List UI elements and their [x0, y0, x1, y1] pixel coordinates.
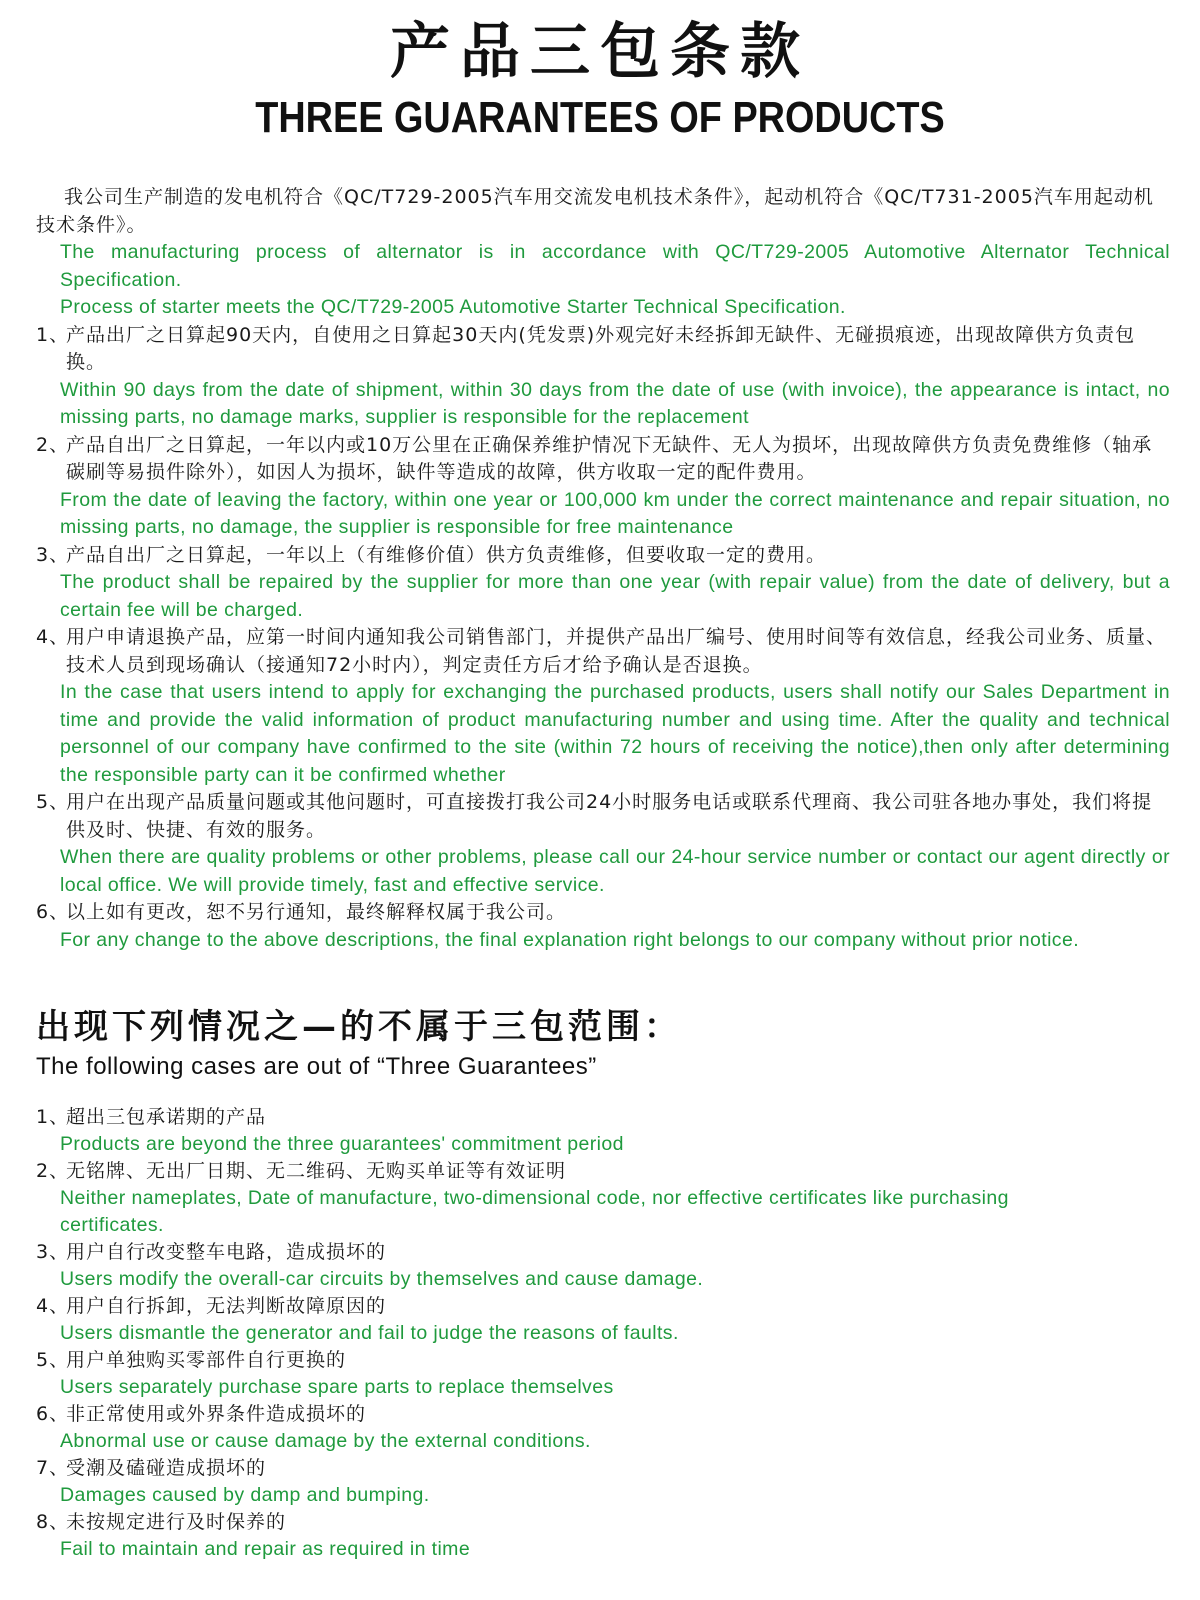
exclusion-number: 4、: [36, 1295, 70, 1317]
exclusion-number: 8、: [36, 1511, 70, 1533]
clause-en: Within 90 days from the date of shipment, within 30 days from the date of use (with invoice), the appearance is intact, no missing parts, no damage marks, supplier is responsible for the replacement: [60, 378, 1170, 428]
intro-cn: 我公司生产制造的发电机符合《QC/T729-2005汽车用交流发电机技术条件》，起动机符合《QC/T731-2005汽车用起动机技术条件》。: [36, 186, 1154, 236]
clause-number: 3、: [36, 543, 70, 566]
clause-cn: 用户申请退换产品，应第一时间内通知我公司销售部门，并提供产品出厂编号、使用时间等有效信息，经我公司业务、质量、技术人员到现场确认（接通知72小时内），判定责任方后才给予确认是否退换。: [66, 626, 1167, 676]
exclusion-en: Abnormal use or cause damage by the external conditions.: [60, 1430, 591, 1452]
clause-number: 5、: [36, 791, 70, 813]
exclusion-cn: 未按规定进行及时保养的: [66, 1511, 287, 1533]
clause-number: 6、: [36, 901, 70, 923]
exclusion-cn: 非正常使用或外界条件造成损坏的: [66, 1403, 367, 1425]
exclusion-item: [36, 1401, 1170, 1455]
exclusion-item: [36, 1239, 1170, 1293]
clause-en: From the date of leaving the factory, within one year or 100,000 km under the correct maintenance and repair situation, no missing parts, no damage, the supplier is responsible for free maintenance: [60, 488, 1170, 538]
clause-item: [36, 322, 1170, 432]
exclusion-en: Users dismantle the generator and fail to judge the reasons of faults.: [60, 1322, 679, 1344]
intro-en-alternator: The manufacturing process of alternator is in accordance with QC/T729-2005 Automotive Alternator Technical Specification.: [60, 241, 1170, 291]
exclusion-en: Neither nameplates, Date of manufacture, two-dimensional code, nor effective certificates like purchasing certificates.: [60, 1187, 1009, 1236]
clause-item: [36, 624, 1170, 789]
page-title-en: THREE GUARANTEES OF PRODUCTS: [255, 93, 945, 142]
exclusion-item: [36, 1104, 1170, 1158]
exclusions-title-cn: 出现下列情况之—的不属于三包范围：: [36, 1007, 682, 1047]
exclusion-cn: 无铭牌、无出厂日期、无二维码、无购买单证等有效证明: [66, 1160, 567, 1182]
exclusion-cn: 受潮及磕碰造成损坏的: [66, 1457, 267, 1479]
exclusion-list: [36, 1104, 1170, 1563]
exclusion-number: 3、: [36, 1241, 70, 1263]
clause-cn: 产品自出厂之日算起，一年以内或10万公里在正确保养维护情况下无缺件、无人为损坏，出现故障供方负责免费维修（轴承碳刷等易损件除外），如因人为损坏，缺件等造成的故障，供方收取一定的配件费用。: [66, 433, 1153, 483]
exclusion-cn: 用户单独购买零部件自行更换的: [66, 1349, 347, 1371]
exclusion-cn: 用户自行改变整车电路，造成损坏的: [66, 1241, 387, 1263]
exclusion-item: [36, 1509, 1170, 1563]
exclusion-en: Fail to maintain and repair as required in time: [60, 1538, 471, 1560]
exclusion-number: 1、: [36, 1106, 70, 1128]
exclusion-en: Damages caused by damp and bumping.: [60, 1484, 430, 1506]
exclusion-number: 5、: [36, 1349, 70, 1371]
clause-item: [36, 432, 1170, 542]
clause-item: [36, 542, 1170, 625]
exclusion-en: Users modify the overall-car circuits by themselves and cause damage.: [60, 1268, 704, 1290]
clause-cn: 产品自出厂之日算起，一年以上（有维修价值）供方负责维修，但要收取一定的费用。: [66, 543, 827, 566]
exclusions-section: [36, 1004, 1170, 1563]
clause-en: For any change to the above descriptions, the final explanation right belongs to our company without prior notice.: [60, 928, 1080, 951]
clause-number: 2、: [36, 433, 70, 456]
clause-item: [36, 899, 1170, 954]
exclusions-title-en: The following cases are out of “Three Guarantees”: [36, 1053, 597, 1080]
exclusion-item: [36, 1455, 1170, 1509]
clause-en: When there are quality problems or other problems, please call our 24-hour service number or contact our agent directly or local office. We will provide timely, fast and effective service.: [60, 846, 1170, 896]
clause-list: [36, 322, 1170, 955]
guarantee-terms-section: [36, 184, 1170, 954]
exclusion-cn: 用户自行拆卸，无法判断故障原因的: [66, 1295, 387, 1317]
intro-en-starter: Process of starter meets the QC/T729-2005 Automotive Starter Technical Specification.: [60, 296, 846, 318]
clause-item: [36, 789, 1170, 899]
exclusion-number: 2、: [36, 1160, 70, 1182]
exclusion-item: [36, 1293, 1170, 1347]
exclusion-item: [36, 1347, 1170, 1401]
clause-en: The product shall be repaired by the supplier for more than one year (with repair value) from the date of delivery, but a certain fee will be charged.: [60, 571, 1170, 621]
exclusion-number: 6、: [36, 1403, 70, 1425]
exclusion-en: Products are beyond the three guarantees' commitment period: [60, 1133, 624, 1155]
clause-number: 4、: [36, 626, 70, 648]
clause-en: In the case that users intend to apply for exchanging the purchased products, users shall notify our Sales Department in time and provide the valid information of product manufacturing number and using time. After the quality and technical personnel of our company have confirmed to the site (within 72 hours of receiving the notice),then only after determining the responsible party can it be confirmed whether: [60, 681, 1170, 786]
exclusion-number: 7、: [36, 1457, 70, 1479]
exclusion-item: [36, 1158, 1170, 1239]
clause-number: 1、: [36, 323, 70, 346]
page-title-cn: 产品三包条款: [390, 17, 810, 87]
clause-cn: 用户在出现产品质量问题或其他问题时，可直接拨打我公司24小时服务电话或联系代理商、我公司驻各地办事处，我们将提供及时、快捷、有效的服务。: [66, 791, 1153, 841]
exclusion-cn: 超出三包承诺期的产品: [66, 1106, 267, 1128]
clause-cn: 产品出厂之日算起90天内，自使用之日算起30天内(凭发票)外观完好未经拆卸无缺件、无碰损痕迹，出现故障供方负责包换。: [66, 323, 1136, 373]
clause-cn: 以上如有更改，恕不另行通知，最终解释权属于我公司。: [66, 901, 567, 923]
exclusion-en: Users separately purchase spare parts to replace themselves: [60, 1376, 614, 1398]
